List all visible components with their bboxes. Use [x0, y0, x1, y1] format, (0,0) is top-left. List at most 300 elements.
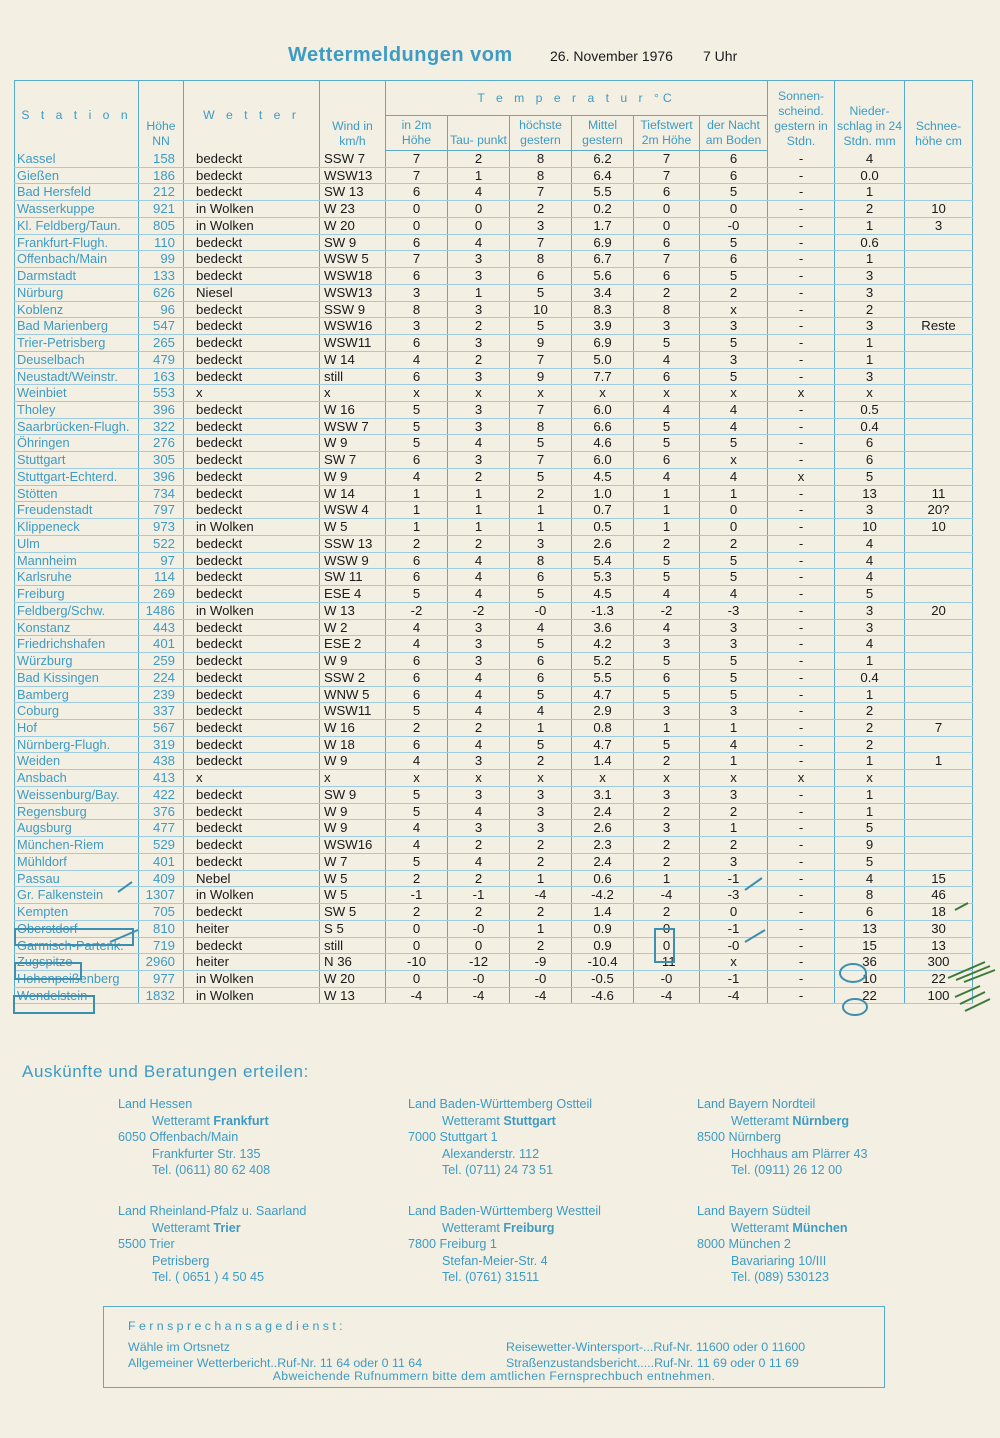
cell-taupunkt: 2	[448, 318, 510, 335]
cell-wind: W 5	[320, 887, 386, 904]
cell-temp-2m: 1	[386, 502, 448, 519]
cell-station: Kempten	[15, 904, 139, 921]
cell-sonne: -	[768, 586, 835, 603]
cell-niederschlag: 2	[835, 736, 905, 753]
cell-tiefstwert: 5	[634, 335, 700, 352]
cell-hoechste: 8	[510, 552, 572, 569]
cell-mittel: 6.0	[572, 452, 634, 469]
cell-wetter: bedeckt	[184, 435, 320, 452]
header-nieder: Nieder- schlag in 24 Stdn. mm	[835, 81, 905, 151]
cell-tiefstwert: 4	[634, 468, 700, 485]
cell-wetter: bedeckt	[184, 552, 320, 569]
office-name: Wetteramt München	[731, 1220, 848, 1235]
cell-niederschlag: 2	[835, 201, 905, 218]
cell-nacht: 2	[700, 803, 768, 820]
cell-mittel: 4.5	[572, 586, 634, 603]
table-row	[15, 853, 973, 870]
cell-sonne: -	[768, 435, 835, 452]
cell-mittel: -4.2	[572, 887, 634, 904]
cell-niederschlag: 10	[835, 519, 905, 536]
office-trier	[118, 1203, 306, 1286]
cell-taupunkt: 3	[448, 268, 510, 285]
cell-tiefstwert: 6	[634, 184, 700, 201]
cell-mittel: 2.6	[572, 820, 634, 837]
cell-niederschlag: 15	[835, 937, 905, 954]
cell-nacht: 3	[700, 853, 768, 870]
cell-niederschlag: 0.0	[835, 167, 905, 184]
cell-niederschlag: 4	[835, 636, 905, 653]
cell-schneehoehe	[905, 435, 973, 452]
cell-taupunkt: 2	[448, 719, 510, 736]
cell-nacht: 6	[700, 251, 768, 268]
cell-wind: SW 5	[320, 904, 386, 921]
cell-station: Weiden	[15, 753, 139, 770]
cell-wind: SW 9	[320, 234, 386, 251]
page-title: Wettermeldungen vom	[288, 44, 513, 66]
cell-station: Offenbach/Main	[15, 251, 139, 268]
cell-tiefstwert: 6	[634, 368, 700, 385]
cell-schneehoehe: 100	[905, 987, 973, 1004]
cell-sonne: -	[768, 284, 835, 301]
cell-tiefstwert: 5	[634, 569, 700, 586]
cell-sonne: x	[768, 770, 835, 787]
cell-taupunkt: 3	[448, 251, 510, 268]
cell-sonne: -	[768, 870, 835, 887]
table-row	[15, 686, 973, 703]
cell-mittel: -4.6	[572, 987, 634, 1004]
phone-travel: Reisewetter-Wintersport-...Ruf-Nr. 11600 oder 0 11600	[506, 1340, 806, 1354]
cell-wind: W 18	[320, 736, 386, 753]
cell-nacht: x	[700, 385, 768, 402]
cell-wind: W 9	[320, 435, 386, 452]
cell-hoechste: 7	[510, 234, 572, 251]
cell-sonne: -	[768, 669, 835, 686]
cell-niederschlag: 1	[835, 335, 905, 352]
office-nuernberg	[697, 1096, 868, 1179]
cell-sonne: -	[768, 686, 835, 703]
cell-nacht: 4	[700, 418, 768, 435]
table-row	[15, 519, 973, 536]
cell-wind: SSW 13	[320, 535, 386, 552]
cell-hoehe: 396	[139, 468, 184, 485]
cell-hoechste: 2	[510, 485, 572, 502]
cell-temp-2m: x	[386, 385, 448, 402]
cell-temp-2m: -10	[386, 954, 448, 971]
cell-hoehe: 305	[139, 452, 184, 469]
cell-nacht: 3	[700, 318, 768, 335]
cell-sonne: -	[768, 368, 835, 385]
cell-temp-2m: 5	[386, 586, 448, 603]
cell-wind: W 23	[320, 201, 386, 218]
cell-hoehe: 438	[139, 753, 184, 770]
cell-station: Stuttgart	[15, 452, 139, 469]
cell-nacht: 0	[700, 519, 768, 536]
cell-hoehe: 239	[139, 686, 184, 703]
cell-wetter: bedeckt	[184, 167, 320, 184]
cell-tiefstwert: 0	[634, 937, 700, 954]
cell-station: Konstanz	[15, 619, 139, 636]
cell-temp-2m: 2	[386, 904, 448, 921]
cell-taupunkt: 1	[448, 284, 510, 301]
table-row	[15, 870, 973, 887]
cell-sonne: -	[768, 201, 835, 218]
cell-mittel: 5.4	[572, 552, 634, 569]
cell-station: Gießen	[15, 167, 139, 184]
cell-niederschlag: 5	[835, 586, 905, 603]
table-row	[15, 468, 973, 485]
cell-station: Feldberg/Schw.	[15, 602, 139, 619]
cell-temp-2m: 7	[386, 167, 448, 184]
cell-schneehoehe: 1	[905, 753, 973, 770]
cell-sonne: x	[768, 385, 835, 402]
office-address-1: 7800 Freiburg 1	[408, 1237, 497, 1251]
cell-hoechste: 8	[510, 151, 572, 168]
cell-mittel: 6.4	[572, 167, 634, 184]
cell-tiefstwert: 2	[634, 535, 700, 552]
cell-hoehe: 1486	[139, 602, 184, 619]
cell-hoehe: 97	[139, 552, 184, 569]
phone-roads: Straßenzustandsbericht.....Ruf-Nr. 11 69 oder 0 11 69	[506, 1356, 799, 1370]
cell-hoechste: 4	[510, 703, 572, 720]
cell-wind: N 36	[320, 954, 386, 971]
cell-nacht: -0	[700, 937, 768, 954]
cell-mittel: 4.7	[572, 686, 634, 703]
phone-service-box	[103, 1306, 885, 1388]
cell-station: Weissenburg/Bay.	[15, 786, 139, 803]
cell-wind: W 5	[320, 870, 386, 887]
office-name: Wetteramt Stuttgart	[442, 1113, 556, 1128]
cell-station: Stötten	[15, 485, 139, 502]
cell-wind: SSW 7	[320, 151, 386, 168]
header-wind: Wind in km/h	[320, 81, 386, 151]
cell-mittel: 0.8	[572, 719, 634, 736]
cell-wind: WSW 7	[320, 418, 386, 435]
cell-hoechste: 2	[510, 853, 572, 870]
cell-hoehe: 553	[139, 385, 184, 402]
cell-schneehoehe: Reste	[905, 318, 973, 335]
cell-schneehoehe	[905, 402, 973, 419]
cell-nacht: x	[700, 452, 768, 469]
info-heading: Auskünfte und Beratungen erteilen:	[22, 1062, 309, 1081]
cell-tiefstwert: 1	[634, 502, 700, 519]
cell-temp-2m: -2	[386, 602, 448, 619]
cell-sonne: -	[768, 887, 835, 904]
cell-sonne: -	[768, 719, 835, 736]
cell-taupunkt: 4	[448, 435, 510, 452]
cell-wetter: bedeckt	[184, 535, 320, 552]
cell-hoechste: 9	[510, 335, 572, 352]
cell-sonne: -	[768, 151, 835, 168]
cell-tiefstwert: -11	[634, 954, 700, 971]
cell-wetter: bedeckt	[184, 368, 320, 385]
cell-nacht: 6	[700, 151, 768, 168]
cell-taupunkt: 2	[448, 837, 510, 854]
cell-wind: SSW 9	[320, 301, 386, 318]
cell-mittel: 3.9	[572, 318, 634, 335]
cell-temp-2m: 6	[386, 234, 448, 251]
cell-schneehoehe	[905, 418, 973, 435]
cell-wind: ESE 4	[320, 586, 386, 603]
cell-tiefstwert: -4	[634, 987, 700, 1004]
cell-hoehe: 734	[139, 485, 184, 502]
cell-tiefstwert: 6	[634, 452, 700, 469]
cell-station: Weinbiet	[15, 385, 139, 402]
cell-taupunkt: 4	[448, 686, 510, 703]
cell-schneehoehe	[905, 284, 973, 301]
cell-wetter: bedeckt	[184, 653, 320, 670]
cell-taupunkt: 3	[448, 368, 510, 385]
cell-tiefstwert: 1	[634, 870, 700, 887]
cell-station: Bad Kissingen	[15, 669, 139, 686]
cell-temp-2m: 4	[386, 636, 448, 653]
cell-station: Würzburg	[15, 653, 139, 670]
cell-hoehe: 547	[139, 318, 184, 335]
cell-hoechste: 3	[510, 803, 572, 820]
cell-niederschlag: 1	[835, 351, 905, 368]
cell-mittel: 0.9	[572, 920, 634, 937]
cell-hoechste: 1	[510, 719, 572, 736]
cell-hoechste: 1	[510, 870, 572, 887]
cell-niederschlag: 10	[835, 970, 905, 987]
cell-mittel: 5.6	[572, 268, 634, 285]
cell-taupunkt: 4	[448, 853, 510, 870]
cell-taupunkt: 2	[448, 904, 510, 921]
cell-tiefstwert: 7	[634, 251, 700, 268]
cell-sonne: -	[768, 920, 835, 937]
cell-temp-2m: 6	[386, 569, 448, 586]
cell-schneehoehe	[905, 251, 973, 268]
cell-tiefstwert: 2	[634, 904, 700, 921]
cell-tiefstwert: 3	[634, 636, 700, 653]
cell-temp-2m: 1	[386, 519, 448, 536]
cell-temp-2m: 0	[386, 937, 448, 954]
cell-hoechste: 3	[510, 535, 572, 552]
cell-wind: SW 7	[320, 452, 386, 469]
cell-temp-2m: 6	[386, 452, 448, 469]
table-row	[15, 335, 973, 352]
cell-tiefstwert: 5	[634, 736, 700, 753]
cell-schneehoehe	[905, 151, 973, 168]
cell-station: Hof	[15, 719, 139, 736]
table-row	[15, 736, 973, 753]
cell-wetter: bedeckt	[184, 820, 320, 837]
cell-hoechste: 2	[510, 937, 572, 954]
cell-niederschlag: x	[835, 385, 905, 402]
cell-hoehe: 409	[139, 870, 184, 887]
table-row	[15, 452, 973, 469]
cell-station: Tholey	[15, 402, 139, 419]
header-wetter: W e t t e r	[184, 81, 320, 151]
table-row	[15, 151, 973, 168]
cell-station: Wasserkuppe	[15, 201, 139, 218]
cell-schneehoehe	[905, 184, 973, 201]
header-mittel: Mittel gestern	[572, 116, 634, 151]
cell-niederschlag: 5	[835, 820, 905, 837]
cell-mittel: 0.2	[572, 201, 634, 218]
cell-temp-2m: 6	[386, 736, 448, 753]
cell-station: München-Riem	[15, 837, 139, 854]
cell-station: Öhringen	[15, 435, 139, 452]
cell-niederschlag: 3	[835, 602, 905, 619]
cell-wind: SW 13	[320, 184, 386, 201]
table-row	[15, 217, 973, 234]
table-row	[15, 987, 973, 1004]
cell-sonne: -	[768, 402, 835, 419]
office-region: Land Baden-Württemberg Westteil	[408, 1204, 601, 1218]
cell-hoehe: 401	[139, 853, 184, 870]
office-address-2: Bavariaring 10/III	[731, 1253, 827, 1268]
cell-hoehe: 977	[139, 970, 184, 987]
cell-hoechste: 8	[510, 418, 572, 435]
header-hoechste: höchste gestern	[510, 116, 572, 151]
cell-taupunkt: 4	[448, 184, 510, 201]
cell-temp-2m: 4	[386, 468, 448, 485]
cell-wetter: bedeckt	[184, 268, 320, 285]
cell-mittel: 3.6	[572, 619, 634, 636]
cell-temp-2m: 8	[386, 301, 448, 318]
cell-station: Karlsruhe	[15, 569, 139, 586]
cell-mittel: 2.6	[572, 535, 634, 552]
cell-sonne: -	[768, 619, 835, 636]
cell-hoehe: 1832	[139, 987, 184, 1004]
cell-hoechste: -0	[510, 970, 572, 987]
table-row	[15, 268, 973, 285]
cell-hoechste: 5	[510, 686, 572, 703]
cell-niederschlag: 4	[835, 870, 905, 887]
cell-niederschlag: 0.4	[835, 418, 905, 435]
cell-tiefstwert: 7	[634, 167, 700, 184]
cell-mittel: 6.6	[572, 418, 634, 435]
table-row	[15, 368, 973, 385]
table-row	[15, 887, 973, 904]
table-row	[15, 201, 973, 218]
cell-wind: WSW13	[320, 284, 386, 301]
cell-wetter: Nebel	[184, 870, 320, 887]
cell-taupunkt: 3	[448, 619, 510, 636]
cell-taupunkt: x	[448, 385, 510, 402]
table-row	[15, 301, 973, 318]
cell-hoechste: 8	[510, 167, 572, 184]
cell-mittel: -10.4	[572, 954, 634, 971]
cell-tiefstwert: 6	[634, 268, 700, 285]
cell-nacht: 5	[700, 234, 768, 251]
cell-mittel: 0.9	[572, 937, 634, 954]
cell-hoehe: 99	[139, 251, 184, 268]
cell-niederschlag: 13	[835, 485, 905, 502]
cell-hoehe: 401	[139, 636, 184, 653]
cell-niederschlag: 22	[835, 987, 905, 1004]
cell-station: Stuttgart-Echterd.	[15, 468, 139, 485]
cell-station: Darmstadt	[15, 268, 139, 285]
cell-station: Koblenz	[15, 301, 139, 318]
cell-temp-2m: 5	[386, 402, 448, 419]
cell-station: Friedrichshafen	[15, 636, 139, 653]
cell-taupunkt: 4	[448, 586, 510, 603]
header-tiefstwert: Tiefstwert 2m Höhe	[634, 116, 700, 151]
cell-wetter: bedeckt	[184, 234, 320, 251]
cell-hoechste: 5	[510, 586, 572, 603]
cell-mittel: 1.7	[572, 217, 634, 234]
cell-temp-2m: -1	[386, 887, 448, 904]
cell-hoechste: 1	[510, 502, 572, 519]
cell-nacht: x	[700, 954, 768, 971]
cell-hoehe: 973	[139, 519, 184, 536]
office-name: Wetteramt Nürnberg	[731, 1113, 850, 1128]
office-address-2: Petrisberg	[152, 1253, 210, 1268]
header-temp-2m: in 2m Höhe	[386, 116, 448, 151]
cell-station: Garmisch-Partenk.	[15, 937, 139, 954]
cell-station: Mannheim	[15, 552, 139, 569]
cell-mittel: 4.6	[572, 435, 634, 452]
cell-tiefstwert: 3	[634, 703, 700, 720]
cell-niederschlag: 6	[835, 452, 905, 469]
cell-tiefstwert: 0	[634, 217, 700, 234]
cell-hoechste: -4	[510, 987, 572, 1004]
office-address-2: Alexanderstr. 112	[442, 1146, 540, 1161]
cell-tiefstwert: x	[634, 385, 700, 402]
office-phone: Tel. (0611) 80 62 408	[152, 1163, 271, 1177]
cell-wind: W 14	[320, 351, 386, 368]
table-row	[15, 703, 973, 720]
cell-taupunkt: 3	[448, 786, 510, 803]
cell-temp-2m: 6	[386, 686, 448, 703]
cell-hoechste: 7	[510, 351, 572, 368]
cell-wind: W 2	[320, 619, 386, 636]
cell-hoechste: 3	[510, 820, 572, 837]
cell-niederschlag: 1	[835, 653, 905, 670]
table-row	[15, 569, 973, 586]
cell-mittel: 6.2	[572, 151, 634, 168]
cell-hoehe: 396	[139, 402, 184, 419]
cell-mittel: 1.0	[572, 485, 634, 502]
cell-taupunkt: 1	[448, 502, 510, 519]
cell-mittel: 8.3	[572, 301, 634, 318]
cell-mittel: 2.3	[572, 837, 634, 854]
cell-station: Saarbrücken-Flugh.	[15, 418, 139, 435]
cell-taupunkt: 3	[448, 452, 510, 469]
cell-temp-2m: 6	[386, 552, 448, 569]
cell-station: Nürburg	[15, 284, 139, 301]
cell-wetter: bedeckt	[184, 351, 320, 368]
cell-sonne: -	[768, 653, 835, 670]
cell-sonne: -	[768, 970, 835, 987]
cell-tiefstwert: 6	[634, 669, 700, 686]
cell-nacht: 3	[700, 636, 768, 653]
cell-wetter: in Wolken	[184, 987, 320, 1004]
cell-nacht: 3	[700, 786, 768, 803]
cell-taupunkt: 2	[448, 535, 510, 552]
cell-nacht: 5	[700, 686, 768, 703]
cell-niederschlag: 3	[835, 318, 905, 335]
cell-taupunkt: 2	[448, 468, 510, 485]
cell-wind: SW 11	[320, 569, 386, 586]
cell-niederschlag: 0.4	[835, 669, 905, 686]
cell-schneehoehe	[905, 452, 973, 469]
cell-nacht: 4	[700, 468, 768, 485]
office-stuttgart	[408, 1096, 592, 1179]
cell-mittel: 6.9	[572, 335, 634, 352]
header-station: S t a t i o n	[15, 81, 139, 151]
cell-wetter: bedeckt	[184, 502, 320, 519]
cell-temp-2m: 7	[386, 251, 448, 268]
cell-sonne: -	[768, 519, 835, 536]
cell-tiefstwert: 3	[634, 820, 700, 837]
cell-wetter: bedeckt	[184, 636, 320, 653]
cell-hoehe: 319	[139, 736, 184, 753]
cell-tiefstwert: 3	[634, 318, 700, 335]
cell-wind: W 7	[320, 853, 386, 870]
cell-hoechste: x	[510, 770, 572, 787]
